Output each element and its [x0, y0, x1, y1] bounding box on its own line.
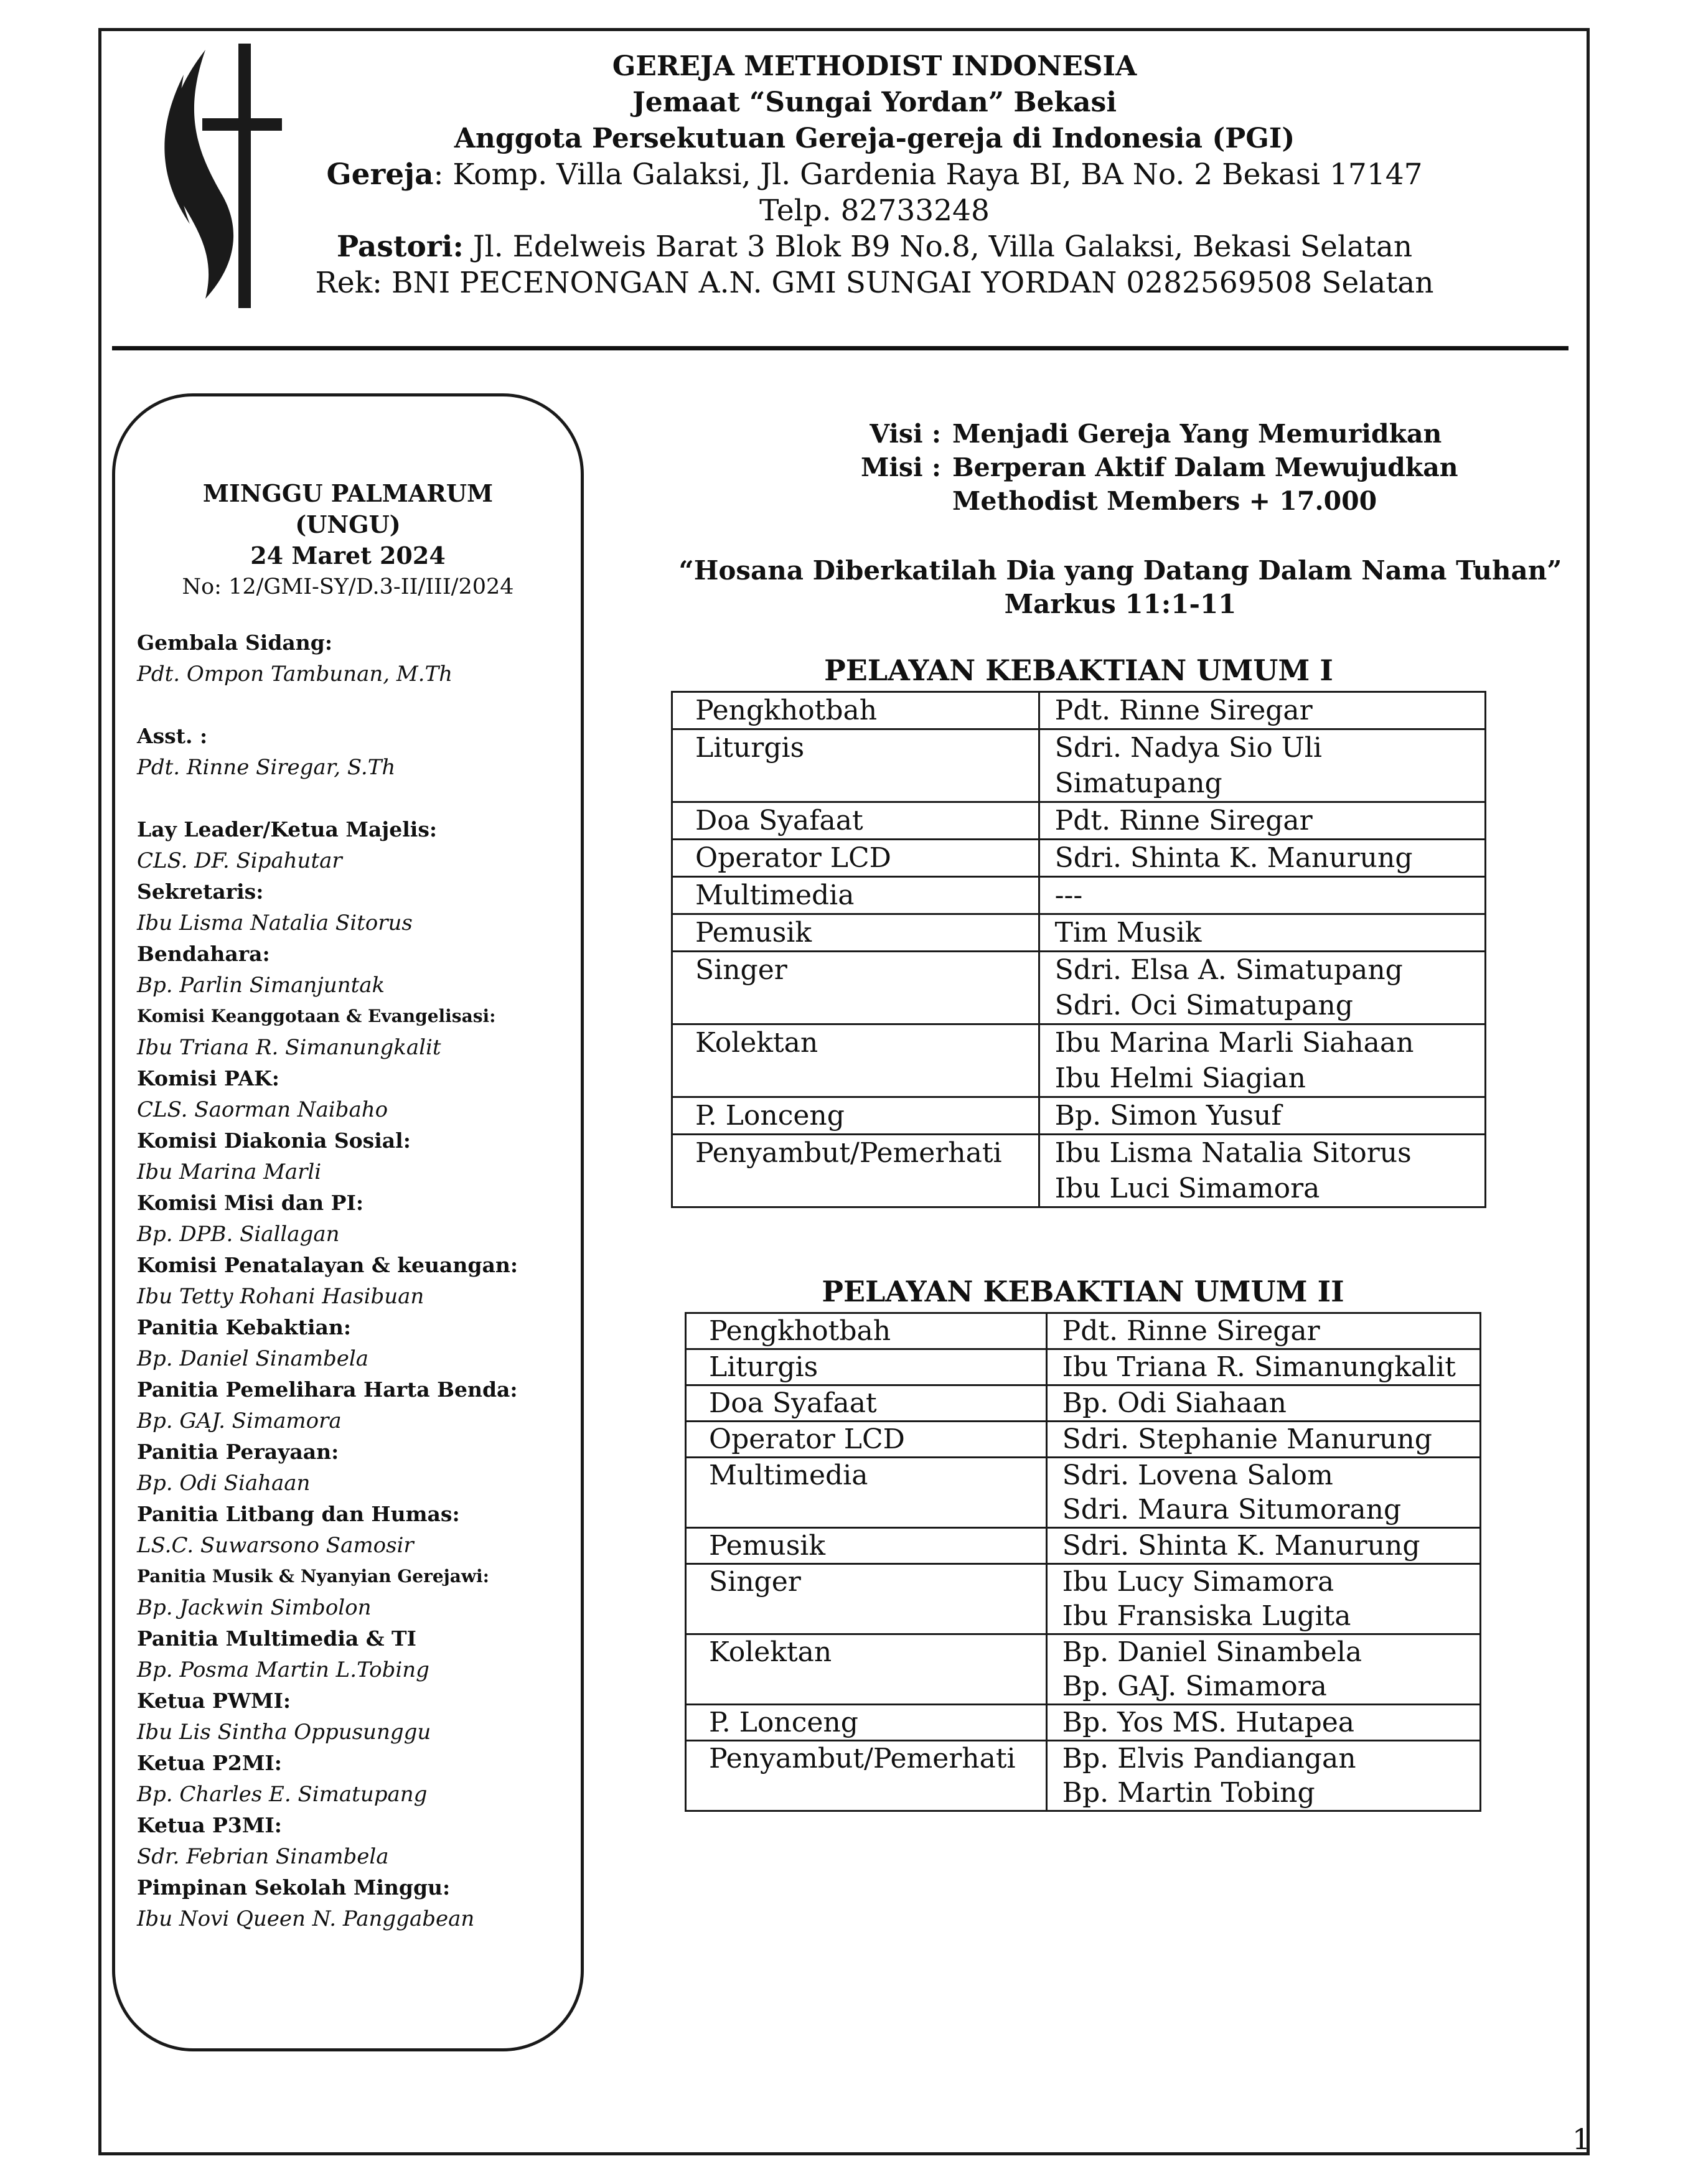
- person-cell: ---: [1039, 877, 1485, 914]
- congregation-name: Jemaat “Sungai Yordan” Bekasi: [632, 87, 1117, 118]
- officer-item: [137, 1250, 573, 1312]
- officer-name: Ibu Triana R. Simanungkalit: [137, 1035, 441, 1060]
- officer-item: [137, 1623, 573, 1685]
- officer-name: Bp. Odi Siahaan: [137, 1471, 311, 1496]
- sermon-theme: [660, 554, 1581, 621]
- church-address: Gereja: Komp. Villa Galaksi, Jl. Gardenia Raya BI, BA No. 2 Bekasi 17147: [326, 157, 1423, 192]
- person-cell: Bp. Simon Yusuf: [1039, 1097, 1485, 1135]
- person-cell: Tim Musik: [1039, 914, 1485, 952]
- person-cell: Bp. Odi Siahaan: [1046, 1385, 1480, 1422]
- misi-label: Misi :: [860, 452, 941, 482]
- service1-title: PELAYAN KEBAKTIAN UMUM I: [824, 654, 1333, 687]
- role-cell: Operator LCD: [686, 1422, 1047, 1458]
- misi-text-2: Methodist Members + 17.000: [952, 486, 1377, 516]
- role-cell: Liturgis: [686, 1349, 1047, 1385]
- officer-item: [137, 814, 573, 876]
- role-cell: Kolektan: [672, 1024, 1039, 1097]
- visi-text: Menjadi Gereja Yang Memuridkan: [952, 419, 1442, 449]
- officer-item: [137, 1561, 573, 1623]
- church-phone: Telp. 82733248: [759, 194, 990, 228]
- person-cell: Bp. Elvis Pandiangan Bp. Martin Tobing: [1046, 1741, 1480, 1811]
- table-row: [672, 692, 1486, 729]
- officer-item: [137, 1872, 573, 1934]
- officer-role: Ketua P3MI:: [137, 1813, 282, 1837]
- officer-name: Ibu Novi Queen N. Panggabean: [137, 1906, 475, 1931]
- person-cell: Ibu Marina Marli Siahaan Ibu Helmi Siagian: [1039, 1024, 1485, 1097]
- liturgical-color: (UNGU): [295, 510, 401, 538]
- officer-role: Panitia Perayaan:: [137, 1440, 339, 1464]
- person-cell: Sdri. Elsa A. Simatupang Sdri. Oci Simatupang: [1039, 952, 1485, 1024]
- person-cell: Pdt. Rinne Siregar: [1039, 692, 1485, 729]
- person-cell: Sdri. Stephanie Manurung: [1046, 1422, 1480, 1458]
- officer-item: [137, 627, 573, 690]
- officer-item: [137, 1312, 573, 1374]
- table-row: [686, 1741, 1481, 1811]
- officer-item: [137, 1374, 573, 1436]
- person-cell: Sdri. Lovena Salom Sdri. Maura Situmorang: [1046, 1458, 1480, 1528]
- role-cell: Penyambut/Pemerhati: [686, 1741, 1047, 1811]
- service-date: 24 Maret 2024: [250, 541, 446, 569]
- table-row: [686, 1349, 1481, 1385]
- sunday-name: MINGGU PALMARUM: [202, 479, 494, 507]
- bank-account: Rek: BNI PECENONGAN A.N. GMI SUNGAI YORDAN 0282569508 Selatan: [315, 266, 1434, 300]
- person-cell: Ibu Lucy Simamora Ibu Fransiska Lugita: [1046, 1564, 1480, 1634]
- officer-item: [137, 1125, 573, 1188]
- person-cell: Sdri. Shinta K. Manurung: [1046, 1528, 1480, 1564]
- role-cell: Operator LCD: [672, 840, 1039, 877]
- officer-name: Pdt. Ompon Tambunan, M.Th: [137, 662, 453, 687]
- role-cell: Doa Syafaat: [672, 802, 1039, 840]
- officer-role: Asst. :: [137, 724, 208, 748]
- officer-item: [137, 1001, 573, 1063]
- officer-name: Bp. Parlin Simanjuntak: [137, 973, 385, 998]
- officer-name: Pdt. Rinne Siregar, S.Th: [137, 755, 396, 780]
- person-cell: Pdt. Rinne Siregar: [1046, 1313, 1480, 1349]
- table-row: [672, 1097, 1486, 1135]
- role-cell: Multimedia: [686, 1458, 1047, 1528]
- officer-role: Ketua PWMI:: [137, 1689, 291, 1713]
- officer-item: [137, 1810, 573, 1872]
- officer-name: Ibu Marina Marli: [137, 1160, 322, 1184]
- officer-role: Komisi Penatalayan & keuangan:: [137, 1253, 518, 1277]
- officer-name: Bp. Charles E. Simatupang: [137, 1782, 428, 1807]
- sidebar-title: [112, 478, 584, 602]
- officer-name: Bp. Daniel Sinambela: [137, 1346, 369, 1371]
- person-cell: Bp. Yos MS. Hutapea: [1046, 1705, 1480, 1741]
- person-cell: Bp. Daniel Sinambela Bp. GAJ. Simamora: [1046, 1634, 1480, 1705]
- officer-name: Ibu Tetty Rohani Hasibuan: [137, 1284, 424, 1309]
- page-number: 1: [1572, 2122, 1591, 2156]
- theme-quote: “Hosana Diberkatilah Dia yang Datang Dalam Nama Tuhan”: [678, 555, 1562, 586]
- officer-role: Gembala Sidang:: [137, 630, 333, 655]
- pastori-address: Pastori: Jl. Edelweis Barat 3 Blok B9 No.8, Villa Galaksi, Bekasi Selatan: [336, 230, 1413, 264]
- role-cell: Singer: [672, 952, 1039, 1024]
- service1-table: [671, 691, 1486, 1208]
- officer-name: Bp. Jackwin Simbolon: [137, 1595, 372, 1620]
- role-cell: P. Lonceng: [672, 1097, 1039, 1135]
- officer-role: Lay Leader/Ketua Majelis:: [137, 817, 438, 841]
- role-cell: Pemusik: [686, 1528, 1047, 1564]
- table-row: [672, 729, 1486, 802]
- officer-item: [137, 1436, 573, 1499]
- header-divider: [112, 346, 1568, 350]
- role-cell: Kolektan: [686, 1634, 1047, 1705]
- misi-text: Berperan Aktif Dalam Mewujudkan: [952, 452, 1458, 482]
- role-cell: Multimedia: [672, 877, 1039, 914]
- officer-item: [137, 721, 573, 783]
- table-row: [686, 1422, 1481, 1458]
- officer-role: Komisi Keanggotaan & Evangelisasi:: [137, 1006, 496, 1026]
- officer-role: Komisi Misi dan PI:: [137, 1191, 364, 1215]
- person-cell: Sdri. Nadya Sio Uli Simatupang: [1039, 729, 1485, 802]
- role-cell: Pemusik: [672, 914, 1039, 952]
- person-cell: Ibu Triana R. Simanungkalit: [1046, 1349, 1480, 1385]
- role-cell: Doa Syafaat: [686, 1385, 1047, 1422]
- table-row: [672, 877, 1486, 914]
- person-cell: Pdt. Rinne Siregar: [1039, 802, 1485, 840]
- officer-role: Bendahara:: [137, 942, 270, 966]
- table-row: [686, 1528, 1481, 1564]
- officer-item: [137, 1685, 573, 1748]
- officer-name: Bp. GAJ. Simamora: [137, 1408, 342, 1433]
- officer-role: Ketua P2MI:: [137, 1751, 282, 1775]
- officer-name: Sdr. Febrian Sinambela: [137, 1844, 389, 1869]
- table-row: [672, 952, 1486, 1024]
- bible-verse: Markus 11:1-11: [1004, 589, 1237, 619]
- role-cell: Pengkhotbah: [672, 692, 1039, 729]
- table-row: [672, 1024, 1486, 1097]
- officer-role: Panitia Musik & Nyanyian Gerejawi:: [137, 1566, 489, 1586]
- person-cell: Ibu Lisma Natalia Sitorus Ibu Luci Simamora: [1039, 1135, 1485, 1207]
- officer-name: Bp. DPB. Siallagan: [137, 1222, 340, 1247]
- officer-role: Sekretaris:: [137, 879, 264, 904]
- church-header: [261, 49, 1488, 301]
- role-cell: Liturgis: [672, 729, 1039, 802]
- table-row: [686, 1385, 1481, 1422]
- officer-item: [137, 1188, 573, 1250]
- officer-item: [137, 1748, 573, 1810]
- officer-name: CLS. DF. Sipahutar: [137, 848, 342, 873]
- officer-role: Panitia Multimedia & TI: [137, 1626, 416, 1651]
- officer-name: LS.C. Suwarsono Samosir: [137, 1533, 414, 1558]
- table-row: [686, 1564, 1481, 1634]
- pgi-membership: Anggota Persekutuan Gereja-gereja di Indonesia (PGI): [454, 123, 1295, 154]
- officer-name: Ibu Lis Sintha Oppusunggu: [137, 1720, 431, 1745]
- service2-table: [685, 1312, 1481, 1812]
- table-row: [672, 1135, 1486, 1207]
- table-row: [672, 840, 1486, 877]
- table-row: [672, 802, 1486, 840]
- role-cell: Penyambut/Pemerhati: [672, 1135, 1039, 1207]
- officers-list: [137, 627, 573, 1934]
- person-cell: Sdri. Shinta K. Manurung: [1039, 840, 1485, 877]
- officer-role: Pimpinan Sekolah Minggu:: [137, 1875, 451, 1900]
- officer-name: Bp. Posma Martin L.Tobing: [137, 1657, 429, 1682]
- church-name: GEREJA METHODIST INDONESIA: [612, 50, 1137, 82]
- table-row: [686, 1634, 1481, 1705]
- officer-role: Panitia Litbang dan Humas:: [137, 1502, 460, 1526]
- officer-name: Ibu Lisma Natalia Sitorus: [137, 911, 413, 935]
- document-number: No: 12/GMI-SY/D.3-II/III/2024: [182, 574, 514, 599]
- officer-name: CLS. Saorman Naibaho: [137, 1097, 388, 1122]
- table-row: [672, 914, 1486, 952]
- officer-role: Panitia Kebaktian:: [137, 1315, 352, 1339]
- officer-item: [137, 1063, 573, 1125]
- table-row: [686, 1458, 1481, 1528]
- officer-role: Komisi PAK:: [137, 1066, 279, 1090]
- officer-item: [137, 939, 573, 1001]
- role-cell: P. Lonceng: [686, 1705, 1047, 1741]
- table-row: [686, 1705, 1481, 1741]
- role-cell: Pengkhotbah: [686, 1313, 1047, 1349]
- service2-title: PELAYAN KEBAKTIAN UMUM II: [822, 1275, 1344, 1308]
- officer-item: [137, 1499, 573, 1561]
- visi-label: Visi :: [870, 419, 941, 449]
- officer-role: Panitia Pemelihara Harta Benda:: [137, 1377, 518, 1402]
- officer-item: [137, 876, 573, 939]
- role-cell: Singer: [686, 1564, 1047, 1634]
- vision-mission: [660, 417, 1581, 518]
- table-row: [686, 1313, 1481, 1349]
- officer-role: Komisi Diakonia Sosial:: [137, 1128, 411, 1153]
